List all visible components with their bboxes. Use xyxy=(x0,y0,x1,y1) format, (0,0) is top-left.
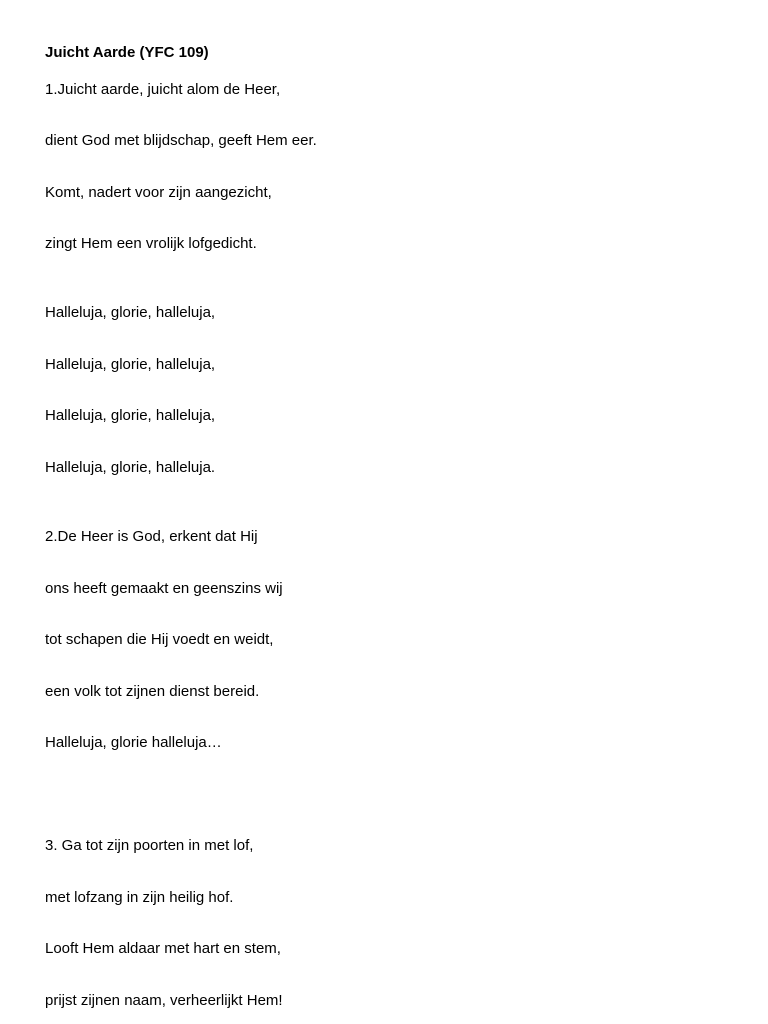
lyric-line: Halleluja, glorie, halleluja. xyxy=(45,459,216,476)
document-title: Juicht Aarde (YFC 109) xyxy=(45,44,209,61)
lyric-line: Halleluja, glorie, halleluja, xyxy=(45,356,216,373)
lyric-line: ons heeft gemaakt en geenszins wij xyxy=(45,580,283,597)
lyric-line: Halleluja, glorie halleluja… xyxy=(45,734,222,751)
lyric-line: 3. Ga tot zijn poorten in met lof, xyxy=(45,837,254,854)
lyric-line: 2.De Heer is God, erkent dat Hij xyxy=(45,528,258,545)
lyric-line: Looft Hem aldaar met hart en stem, xyxy=(45,940,281,957)
lyric-line: Halleluja, glorie, halleluja, xyxy=(45,304,216,321)
lyric-line: Halleluja, glorie, halleluja, xyxy=(45,407,216,424)
lyric-line: dient God met blijdschap, geeft Hem eer. xyxy=(45,132,317,149)
lyric-line: prijst zijnen naam, verheerlijkt Hem! xyxy=(45,992,283,1009)
lyric-line: met lofzang in zijn heilig hof. xyxy=(45,889,234,906)
lyric-line: een volk tot zijnen dienst bereid. xyxy=(45,683,260,700)
lyric-line: Komt, nadert voor zijn aangezicht, xyxy=(45,184,272,201)
lyric-line: zingt Hem een vrolijk lofgedicht. xyxy=(45,235,257,252)
lyric-line: 1.Juicht aarde, juicht alom de Heer, xyxy=(45,81,281,98)
lyric-line: tot schapen die Hij voedt en weidt, xyxy=(45,631,274,648)
